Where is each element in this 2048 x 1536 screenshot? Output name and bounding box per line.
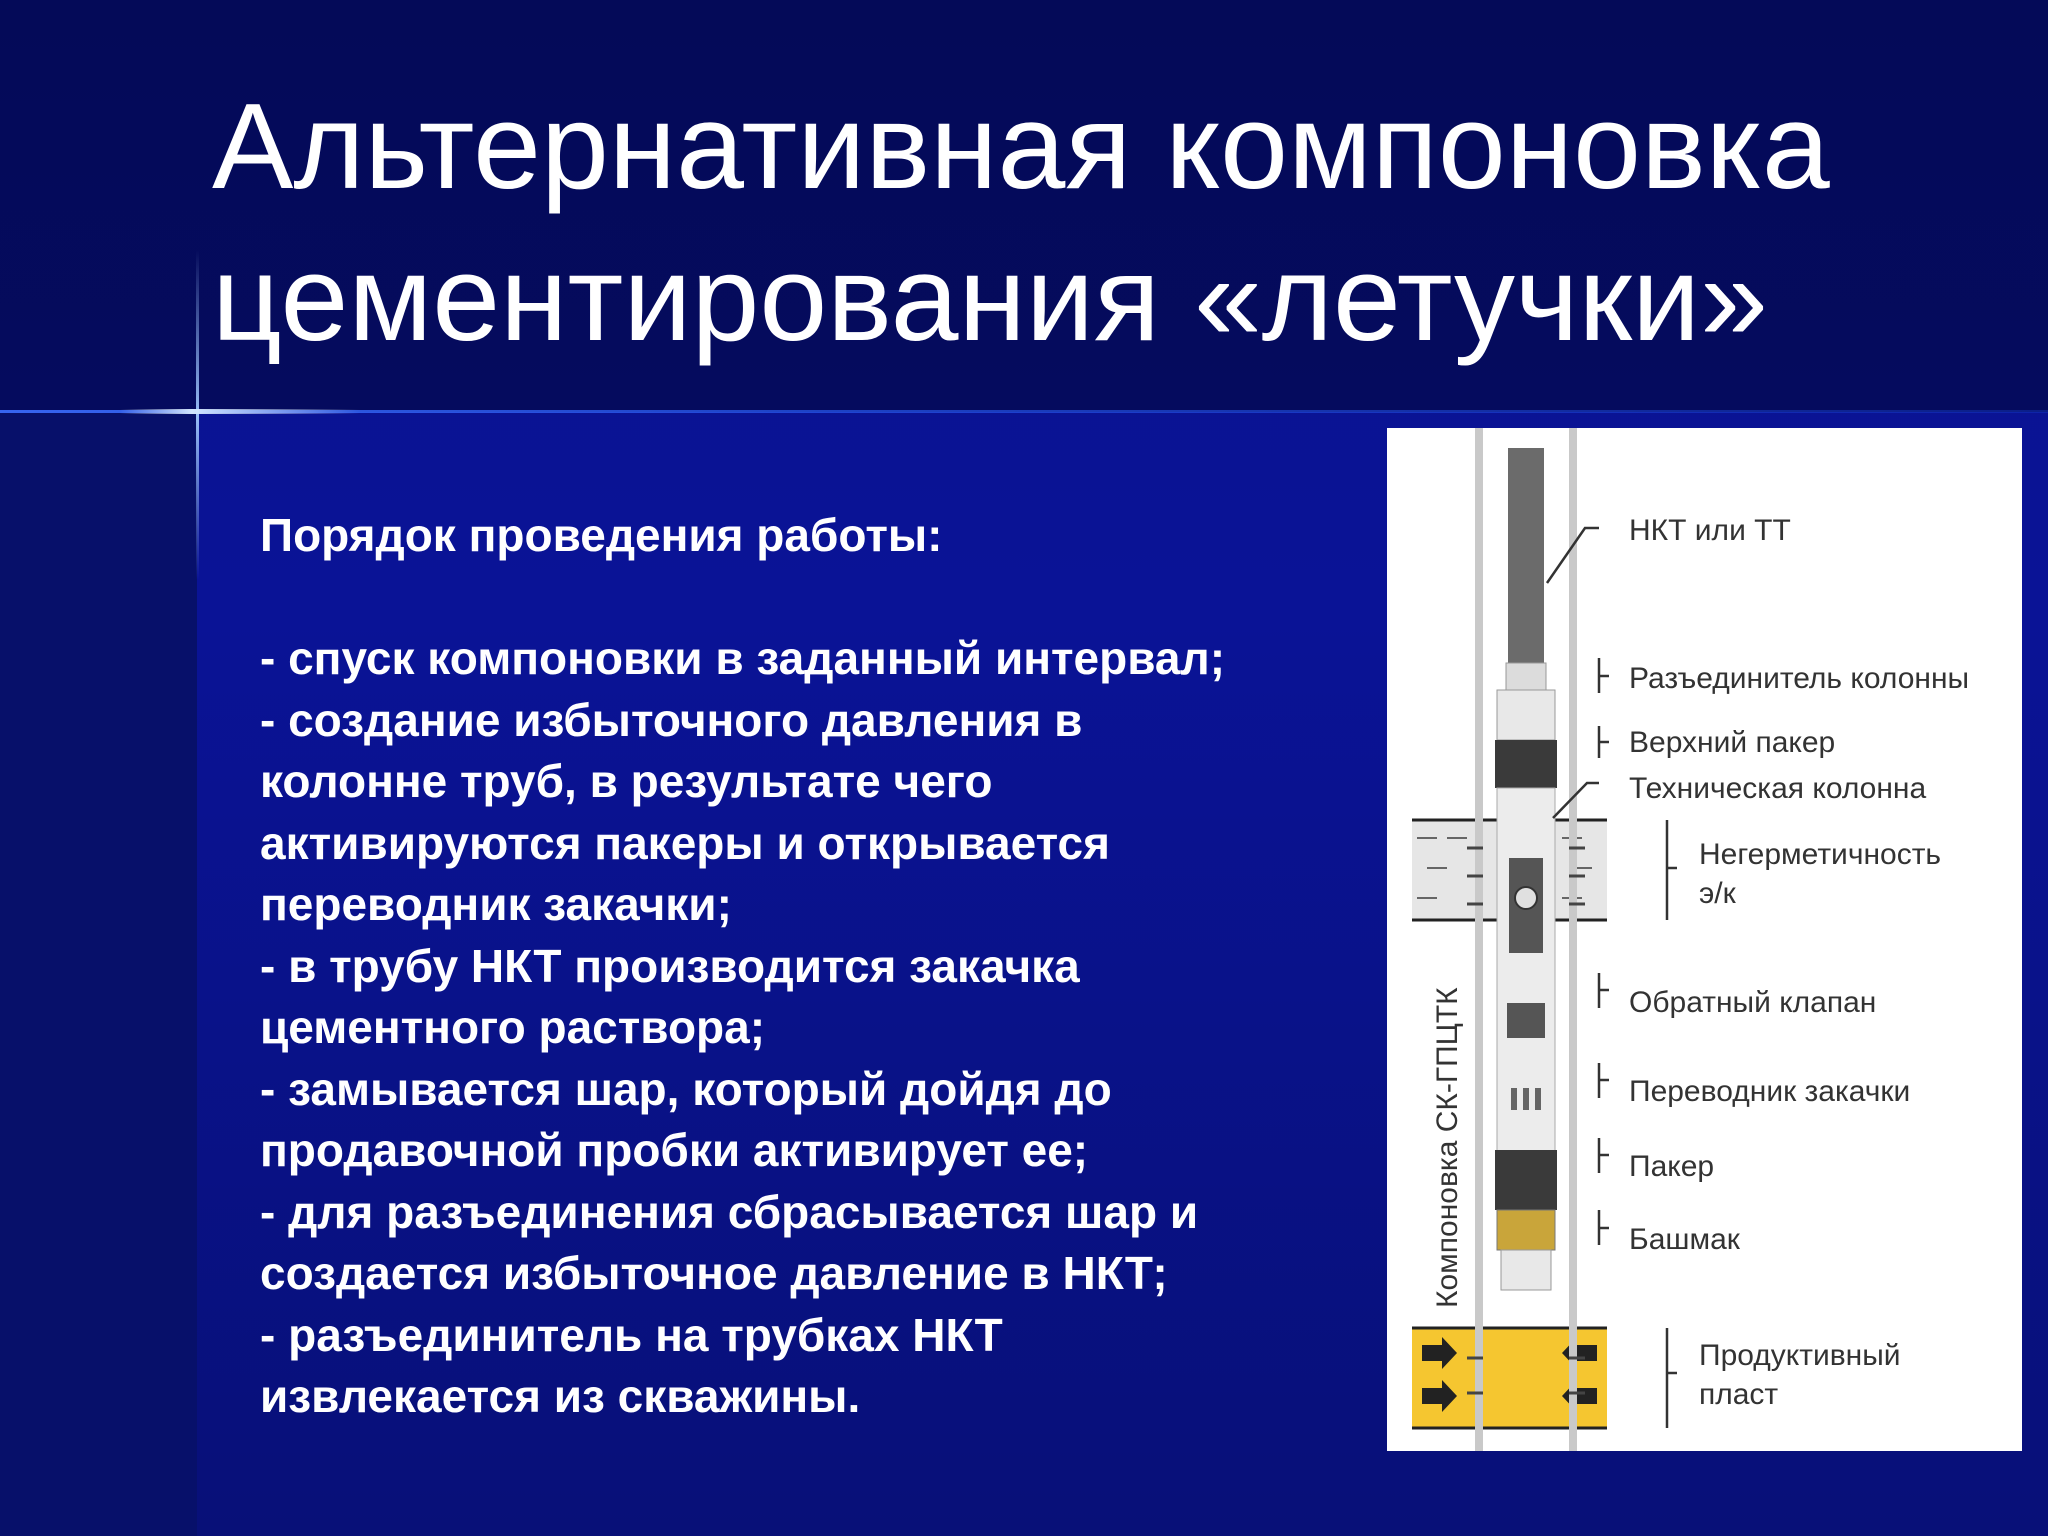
tool-body: [1497, 788, 1555, 1168]
casing-left-wall: [1475, 428, 1483, 1451]
disconnector-body: [1497, 690, 1555, 740]
procedure-line: активируются пакеры и открывается: [260, 816, 1110, 869]
procedure-line: - создание избыточного давления в: [260, 693, 1083, 746]
procedure-line: переводник закачки;: [260, 878, 732, 930]
label-upper-packer: Верхний пакер: [1629, 726, 1836, 759]
procedure-line: продавочной пробки активирует ее;: [260, 1124, 1089, 1176]
procedure-line: извлекается из скважины.: [260, 1370, 861, 1422]
check-valve-core: [1507, 1003, 1545, 1038]
casing-right-wall: [1569, 428, 1577, 1451]
upper-packer: [1495, 740, 1557, 788]
label-productive: Продуктивный: [1699, 1339, 1901, 1372]
injection-port: [1523, 1088, 1529, 1110]
ball: [1515, 887, 1537, 909]
label-packer: Пакер: [1629, 1150, 1715, 1183]
label-nkt: НКТ или ТТ: [1629, 514, 1791, 547]
diagram-svg: [1387, 428, 2022, 1451]
tubing-pipe: [1508, 448, 1544, 668]
slide-title: [212, 70, 2012, 374]
title-line: Альтернативная компоновка: [212, 78, 1830, 214]
procedure-line: - для разъединения сбрасывается шар и: [260, 1185, 1199, 1238]
procedure-heading: Порядок проведения работы:: [260, 509, 943, 561]
label-shoe: Башмак: [1629, 1223, 1740, 1256]
label-tech-column: Техническая колонна: [1629, 772, 1927, 805]
accent-glow: [120, 409, 360, 414]
label-productive-layer: пласт: [1699, 1378, 1779, 1411]
label-disconnector: Разъединитель колонны: [1629, 662, 1970, 695]
injection-port: [1535, 1088, 1541, 1110]
label-injection-sub: Переводник закачки: [1629, 1075, 1911, 1108]
title-line: цементирования «летучки»: [212, 230, 1768, 366]
procedure-text: [260, 505, 1360, 1428]
procedure-line: - спуск компоновки в заданный интервал;: [260, 632, 1226, 684]
assembly-vertical-label: Компоновка СК-ГПЦТК: [1431, 987, 1464, 1308]
disconnector-top: [1506, 663, 1546, 693]
well-assembly-diagram: [1387, 428, 2022, 1451]
shoe: [1501, 1250, 1551, 1290]
label-leak-ek: э/к: [1699, 877, 1736, 910]
procedure-line: цементного раствора;: [260, 1001, 766, 1053]
procedure-line: - замывается шар, который дойдя до: [260, 1062, 1112, 1115]
procedure-line: - разъединитель на трубках НКТ: [260, 1308, 1003, 1361]
injection-port: [1511, 1088, 1517, 1110]
blank-line: [260, 567, 1360, 629]
productive-formation: [1412, 1328, 1607, 1428]
procedure-line: колонне труб, в результате чего: [260, 755, 993, 807]
lower-packer: [1495, 1150, 1557, 1210]
shoe-thread: [1497, 1210, 1555, 1250]
procedure-line: создается избыточное давление в НКТ;: [260, 1247, 1168, 1299]
procedure-line: - в трубу НКТ производится закачка: [260, 939, 1080, 992]
vertical-accent: [196, 250, 199, 580]
label-check-valve: Обратный клапан: [1629, 986, 1877, 1019]
label-leak: Негерметичность: [1699, 838, 1942, 871]
